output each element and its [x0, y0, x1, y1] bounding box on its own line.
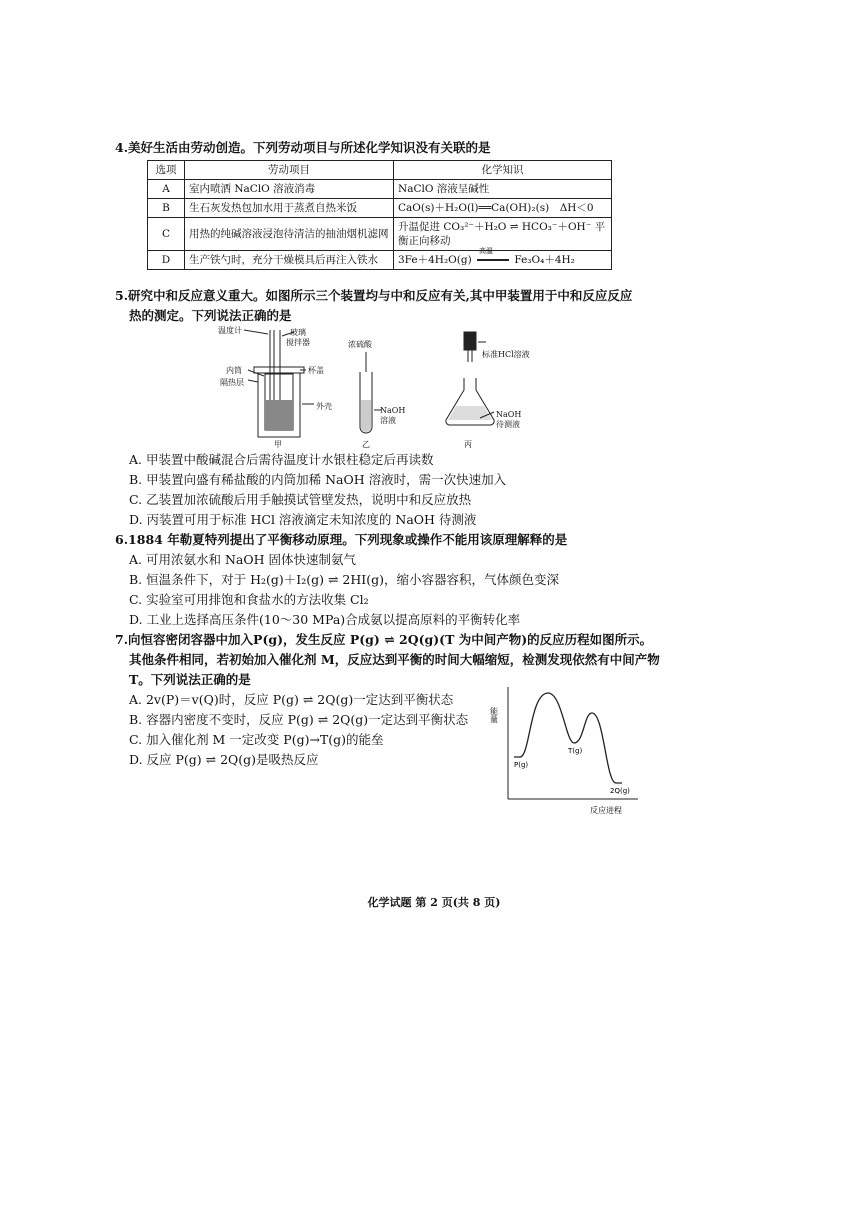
table-row [148, 251, 612, 270]
q6-option-d: D. 工业上选择高压条件(10～30 MPa)合成氨以提高原料的平衡转化率 [129, 612, 521, 627]
row-knowledge: 升温促进 CO₃²⁻＋H₂O ⇌ HCO₃⁻＋OH⁻ 平衡正向移动 [394, 218, 612, 251]
q7-option-b: B. 容器内密度不变时，反应 P(g) ⇌ 2Q(g)一定达到平衡状态 [129, 712, 469, 727]
q6-option-b: B. 恒温条件下，对于 H₂(g)＋I₂(g) ⇌ 2HI(g)，缩小容器容积，气体颜色变深 [129, 572, 559, 587]
q5-option-b: B. 甲装置向盛有稀盐酸的内筒加稀 NaOH 溶液时，需一次快速加入 [129, 472, 507, 487]
apparatus-drawing [220, 322, 560, 452]
label-std-hcl: 标准HCl溶液 [482, 350, 530, 359]
q7-title-line3: T。下列说法正确的是 [129, 672, 251, 687]
header-knowledge: 化学知识 [394, 161, 612, 180]
row-option: D [148, 251, 185, 270]
row-option: C [148, 218, 185, 251]
reaction-condition-arrow [475, 247, 511, 267]
label-p: P(g) [514, 761, 529, 769]
label-naoh2: NaOH [496, 410, 522, 419]
table-row [148, 218, 612, 251]
label-q: 2Q(g) [610, 787, 630, 795]
q6-option-c: C. 实验室可用排饱和食盐水的方法收集 Cl₂ [129, 592, 369, 607]
header-task: 劳动项目 [185, 161, 394, 180]
label-t: T(g) [568, 747, 583, 755]
label-naoh: NaOH [380, 406, 406, 415]
table-row [148, 180, 612, 199]
label-sample: 待测液 [496, 420, 520, 429]
q5-option-c: C. 乙装置加浓硫酸后用手触摸试管壁发热，说明中和反应放热 [129, 492, 472, 507]
axis-x-label: 反应进程 [590, 806, 622, 815]
label-stirrer2: 搅拌器 [286, 338, 310, 347]
q7-title-line2: 其他条件相同，若初始加入催化剂 M，反应达到平衡的时间大幅缩短，检测发现依然有中间产物 [129, 652, 660, 667]
row-option: B [148, 199, 185, 218]
equation-left: 3Fe＋4H₂O(g) [398, 254, 472, 266]
q4-table [147, 160, 612, 270]
label-stirrer: 玻璃 [290, 328, 306, 337]
label-thermometer: 温度计 [218, 326, 242, 335]
label-outer-shell: 外壳 [316, 402, 332, 411]
row-knowledge: NaClO 溶液呈碱性 [394, 180, 612, 199]
row-knowledge: CaO(s)＋H₂O(l)══Ca(OH)₂(s) ΔH＜0 [394, 199, 612, 218]
table-row [148, 199, 612, 218]
q5-title-line2: 热的测定。下列说法正确的是 [129, 308, 292, 323]
label-solution: 溶液 [380, 416, 396, 425]
q4-title: 4.美好生活由劳动创造。下列劳动项目与所述化学知识没有关联的是 [115, 140, 491, 155]
row-task: 用热的纯碱溶液浸泡待清洁的抽油烟机滤网 [185, 218, 394, 251]
q7-option-d: D. 反应 P(g) ⇌ 2Q(g)是吸热反应 [129, 752, 319, 767]
label-jia: 甲 [274, 440, 282, 449]
q7-title-line1: 7.向恒容密闭容器中加入P(g)，发生反应 P(g) ⇌ 2Q(g)(T 为中间产物)的反应历程如图所示。 [115, 632, 653, 647]
q6-title: 6.1884 年勒夏特列提出了平衡移动原理。下列现象或操作不能用该原理解释的是 [115, 532, 568, 547]
row-task: 室内喷洒 NaClO 溶液消毒 [185, 180, 394, 199]
row-task: 生石灰发热包加水用于蒸煮自热米饭 [185, 199, 394, 218]
label-bing: 丙 [464, 440, 472, 449]
q5-option-d: D. 丙装置可用于标准 HCl 溶液滴定未知浓度的 NaOH 待测液 [129, 512, 477, 527]
energy-profile [490, 685, 640, 820]
label-yi: 乙 [362, 440, 370, 449]
q7-option-a: A. 2v(P)＝v(Q)时，反应 P(g) ⇌ 2Q(g)一定达到平衡状态 [129, 692, 454, 707]
q5-title-line1: 5.研究中和反应意义重大。如图所示三个装置均与中和反应有关,其中甲装置用于中和反应反应 [115, 288, 633, 303]
label-inner-cup: 内筒 [226, 366, 242, 375]
q7-option-c: C. 加入催化剂 M 一定改变 P(g)→T(g)的能垒 [129, 732, 384, 747]
q5-apparatus-figure [220, 322, 560, 452]
row-knowledge [394, 247, 612, 270]
header-option: 选项 [148, 161, 185, 180]
condition-label: 高温 [479, 247, 494, 255]
label-lid: 杯盖 [308, 366, 324, 375]
equation-right: Fe₃O₄＋4H₂ [514, 254, 575, 266]
axis-y-label: 能量 [490, 707, 499, 723]
q7-energy-diagram [490, 685, 640, 820]
label-conc-acid: 浓硫酸 [348, 340, 372, 349]
q6-option-a: A. 可用浓氨水和 NaOH 固体快速制氨气 [129, 552, 356, 567]
energy-curve [514, 693, 622, 783]
row-option: A [148, 180, 185, 199]
page-footer: 化学试题 第 2 页(共 8 页) [367, 896, 501, 909]
q5-option-a: A. 甲装置中酸碱混合后需待温度计水银柱稳定后再读数 [129, 452, 434, 467]
row-task: 生产铁勺时，充分干燥模具后再注入铁水 [185, 251, 394, 270]
label-insulation: 隔热层 [220, 378, 244, 387]
